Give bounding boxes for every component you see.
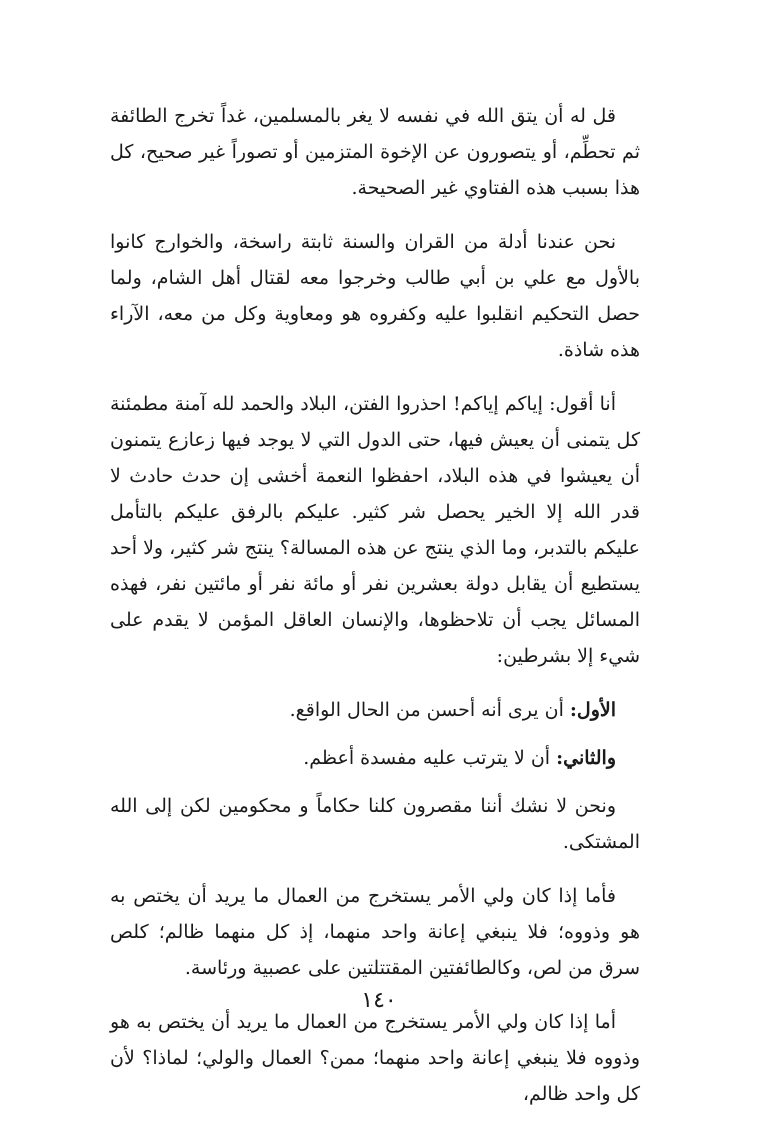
paragraph-2: نحن عندنا أدلة من القران والسنة ثابتة راسخة، والخوارج كانوا بالأول مع علي بن أبي طالب وخرجوا معه لقتال أهل الشام، ولما حصل التحكيم انقلبوا عليه وكفروه هو ومعاوية وكل من معه، الآراء هذه شاذة. (110, 231, 640, 361)
condition-second-text: أن لا يترتب عليه مفسدة أعظم. (303, 747, 557, 769)
paragraph-1: قل له أن يتق الله في نفسه لا يغر بالمسلمين، غداً تخرج الطائفة ثم تحطِّم، أو يتصورون عن الإخوة المتزمين أو تصوراً غير صحيح، كل هذا بسبب هذه الفتاوي غير الصحيحة. (110, 105, 640, 199)
condition-second (110, 740, 640, 776)
paragraph-6: أما إذا كان ولي الأمر يستخرج من العمال ما يريد أن يختص به هو وذووه فلا ينبغي إعانة واحد منهما؛ ممن؟ العمال والولي؛ لماذا؟ لأن كل واحد ظالم، (110, 1011, 640, 1105)
page-number: ١٤٠ (361, 988, 397, 1013)
paragraph-5: فأما إذا كان ولي الأمر يستخرج من العمال ما يريد أن يختص به هو وذووه؛ فلا ينبغي إعانة واحد منهما، إذ كل منهما ظالم؛ كلص سرق من لص، وكالطائفتين المقتتلتين على عصبية ورئاسة. (110, 885, 640, 979)
condition-first (110, 692, 640, 728)
paragraph-3: أنا أقول: إياكم إياكم! احذروا الفتن، البلاد والحمد لله آمنة مطمئنة كل يتمنى أن يعيش فيها، حتى الدول التي لا يوجد فيها زعازع يتمنون أن يعيشوا في هذه البلاد، احفظوا النعمة أخشى إن حدث حادث لا قدر الله إلا الخير يحصل شر كثير. عليكم بالرفق عليكم بالتأمل عليكم بالتدبر، وما الذي ينتج عن هذه المسالة؟ ينتج شر كثير، ولا أحد يستطيع أن يقابل دولة بعشرين نفر أو مائة نفر أو مائتين نفر، فهذه المسائل يجب أن تلاحظوها، والإنسان العاقل المؤمن لا يقدم على شيء إلا بشرطين: (110, 393, 640, 667)
paragraph-4: ونحن لا نشك أننا مقصرون كلنا حكاماً و محكومين لكن إلى الله المشتكى. (110, 795, 640, 853)
condition-first-lead: الأول: (569, 699, 616, 721)
condition-first-text: أن يرى أنه أحسن من الحال الواقع. (289, 699, 570, 721)
page-body (110, 98, 640, 1130)
condition-second-lead: والثاني: (556, 747, 616, 769)
